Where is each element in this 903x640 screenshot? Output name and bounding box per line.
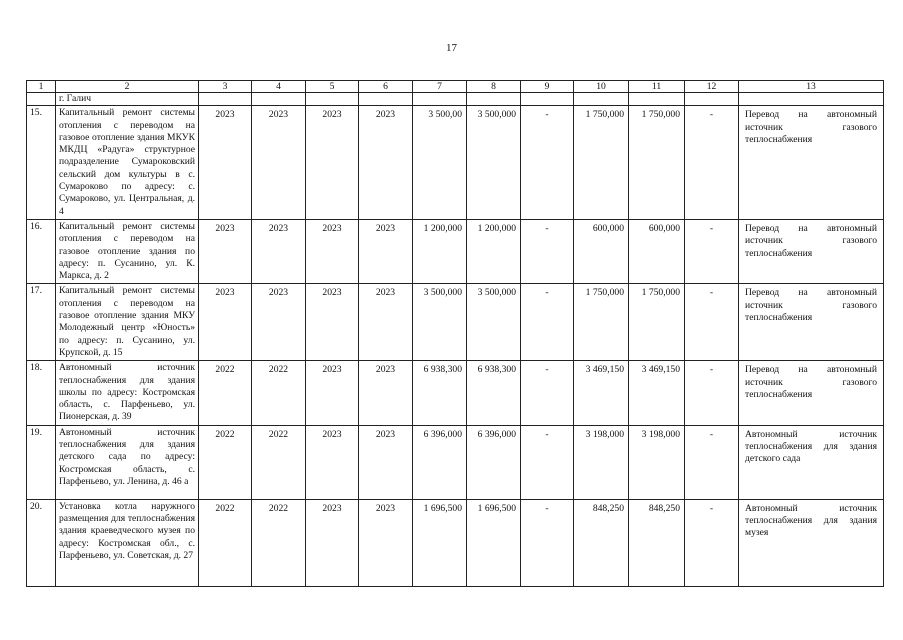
cell-c13: Перевод на автономный источник газового теплоснабжения (739, 106, 884, 220)
cell-c5: 2023 (306, 284, 359, 361)
cell-c13: Автономный источник теплоснабжения для здания детского сада (739, 425, 884, 499)
cell-c9: - (521, 106, 574, 220)
cell-c8: 6 938,300 (467, 361, 521, 425)
cell-desc: Капитальный ремонт системы отопления с переводом на газовое отопление здания МКУ Молодежный центр «Юность» по адресу: п. Сусанино, ул. Крупской, д. 15 (56, 284, 199, 361)
table-row (27, 219, 884, 283)
cell-c5: 2023 (306, 361, 359, 425)
cell-c11: 848,250 (629, 499, 685, 586)
table-row (27, 499, 884, 586)
header-cell: 5 (306, 81, 359, 93)
cell-c10: 1 750,000 (574, 284, 629, 361)
cell-c12: - (685, 106, 739, 220)
cell-c10: 600,000 (574, 219, 629, 283)
cell-c3: 2023 (199, 284, 252, 361)
cell-c12: - (685, 219, 739, 283)
cell-no: 16. (27, 219, 56, 283)
cell-c4: 2023 (252, 219, 306, 283)
table-row (27, 106, 884, 220)
cell-c4: 2023 (252, 284, 306, 361)
data-table (26, 80, 884, 587)
cell-c7: 3 500,000 (413, 284, 467, 361)
cell-c11: 600,000 (629, 219, 685, 283)
header-cell: 10 (574, 81, 629, 93)
cell-c5: 2023 (306, 219, 359, 283)
cell-c8: 1 696,500 (467, 499, 521, 586)
cell-c3: 2022 (199, 361, 252, 425)
cell-c11: 1 750,000 (629, 106, 685, 220)
cell-c6: 2023 (359, 219, 413, 283)
cell-c7: 6 938,300 (413, 361, 467, 425)
cell-c4: 2022 (252, 361, 306, 425)
cell-c12: - (685, 499, 739, 586)
header-cell: 9 (521, 81, 574, 93)
cell-c6: 2023 (359, 361, 413, 425)
cell-c8: 3 500,000 (467, 106, 521, 220)
cell-c3: 2023 (199, 219, 252, 283)
cell-c12: - (685, 425, 739, 499)
cell-no: 17. (27, 284, 56, 361)
cell-no: 20. (27, 499, 56, 586)
cell-c12: - (685, 284, 739, 361)
cell-c3: 2022 (199, 499, 252, 586)
cell-c10: 3 469,150 (574, 361, 629, 425)
cell-desc: Автономный источник теплоснабжения для здания школы по адресу: Костромская область, с. Парфеньево, ул. Пионерская, д. 39 (56, 361, 199, 425)
cell-c3: 2023 (199, 106, 252, 220)
header-cell: 2 (56, 81, 199, 93)
cell-c13: Перевод на автономный источник газового теплоснабжения (739, 284, 884, 361)
header-cell: 13 (739, 81, 884, 93)
cell-c7: 1 200,000 (413, 219, 467, 283)
header-cell: 6 (359, 81, 413, 93)
cell-desc: Капитальный ремонт системы отопления с переводом на газовое отопление здания МКУК МКДЦ «Радуга» структурное подразделение Сумароковский сельский дом культуры в с. Сумароково по адресу: с. Сумароково, ул. Центральная, д. 4 (56, 106, 199, 220)
header-cell: 1 (27, 81, 56, 93)
cell-desc: Автономный источник теплоснабжения для здания детского сада по адресу: Костромская область, с. Парфеньево, ул. Ленина, д. 46 а (56, 425, 199, 499)
cell-c13: Перевод на автономный источник газового теплоснабжения (739, 219, 884, 283)
cell-c7: 1 696,500 (413, 499, 467, 586)
cell-desc: Установка котла наружного размещения для теплоснабжения здания краеведческого музея по адресу: Костромская обл., с. Парфеньево, ул. Советская, д. 27 (56, 499, 199, 586)
cell-c11: 1 750,000 (629, 284, 685, 361)
table-row (27, 361, 884, 425)
cell-no: 19. (27, 425, 56, 499)
cell-c10: 3 198,000 (574, 425, 629, 499)
cell-desc: Капитальный ремонт системы отопления с переводом на газовое отопление здания по адресу: п. Сусанино, ул. К. Маркса, д. 2 (56, 219, 199, 283)
cell-c5: 2023 (306, 425, 359, 499)
cell-c4: 2022 (252, 425, 306, 499)
cell-c9: - (521, 499, 574, 586)
header-cell: 4 (252, 81, 306, 93)
group-title: г. Галич (56, 93, 199, 106)
cell-no: 15. (27, 106, 56, 220)
cell-c13: Перевод на автономный источник газового теплоснабжения (739, 361, 884, 425)
cell-c4: 2022 (252, 499, 306, 586)
cell-c8: 6 396,000 (467, 425, 521, 499)
table-row (27, 284, 884, 361)
cell-c4: 2023 (252, 106, 306, 220)
header-cell: 12 (685, 81, 739, 93)
cell-c6: 2023 (359, 425, 413, 499)
cell-c3: 2022 (199, 425, 252, 499)
cell-c5: 2023 (306, 499, 359, 586)
cell-c13: Автономный источник теплоснабжения для здания музея (739, 499, 884, 586)
cell-c10: 848,250 (574, 499, 629, 586)
header-cell: 7 (413, 81, 467, 93)
table-row (27, 425, 884, 499)
cell-c9: - (521, 425, 574, 499)
cell-c11: 3 198,000 (629, 425, 685, 499)
cell-no: 18. (27, 361, 56, 425)
cell-c6: 2023 (359, 499, 413, 586)
cell-c9: - (521, 284, 574, 361)
page-number: 17 (446, 42, 457, 54)
group-row (27, 93, 884, 106)
cell-c11: 3 469,150 (629, 361, 685, 425)
cell-c9: - (521, 361, 574, 425)
cell-c5: 2023 (306, 106, 359, 220)
cell-c6: 2023 (359, 106, 413, 220)
header-cell: 8 (467, 81, 521, 93)
header-cell: 11 (629, 81, 685, 93)
cell-c7: 6 396,000 (413, 425, 467, 499)
header-row (27, 81, 884, 93)
cell-c9: - (521, 219, 574, 283)
cell-c8: 1 200,000 (467, 219, 521, 283)
cell-c10: 1 750,000 (574, 106, 629, 220)
header-cell: 3 (199, 81, 252, 93)
cell-c6: 2023 (359, 284, 413, 361)
cell-c12: - (685, 361, 739, 425)
cell-c8: 3 500,000 (467, 284, 521, 361)
cell-c7: 3 500,00 (413, 106, 467, 220)
